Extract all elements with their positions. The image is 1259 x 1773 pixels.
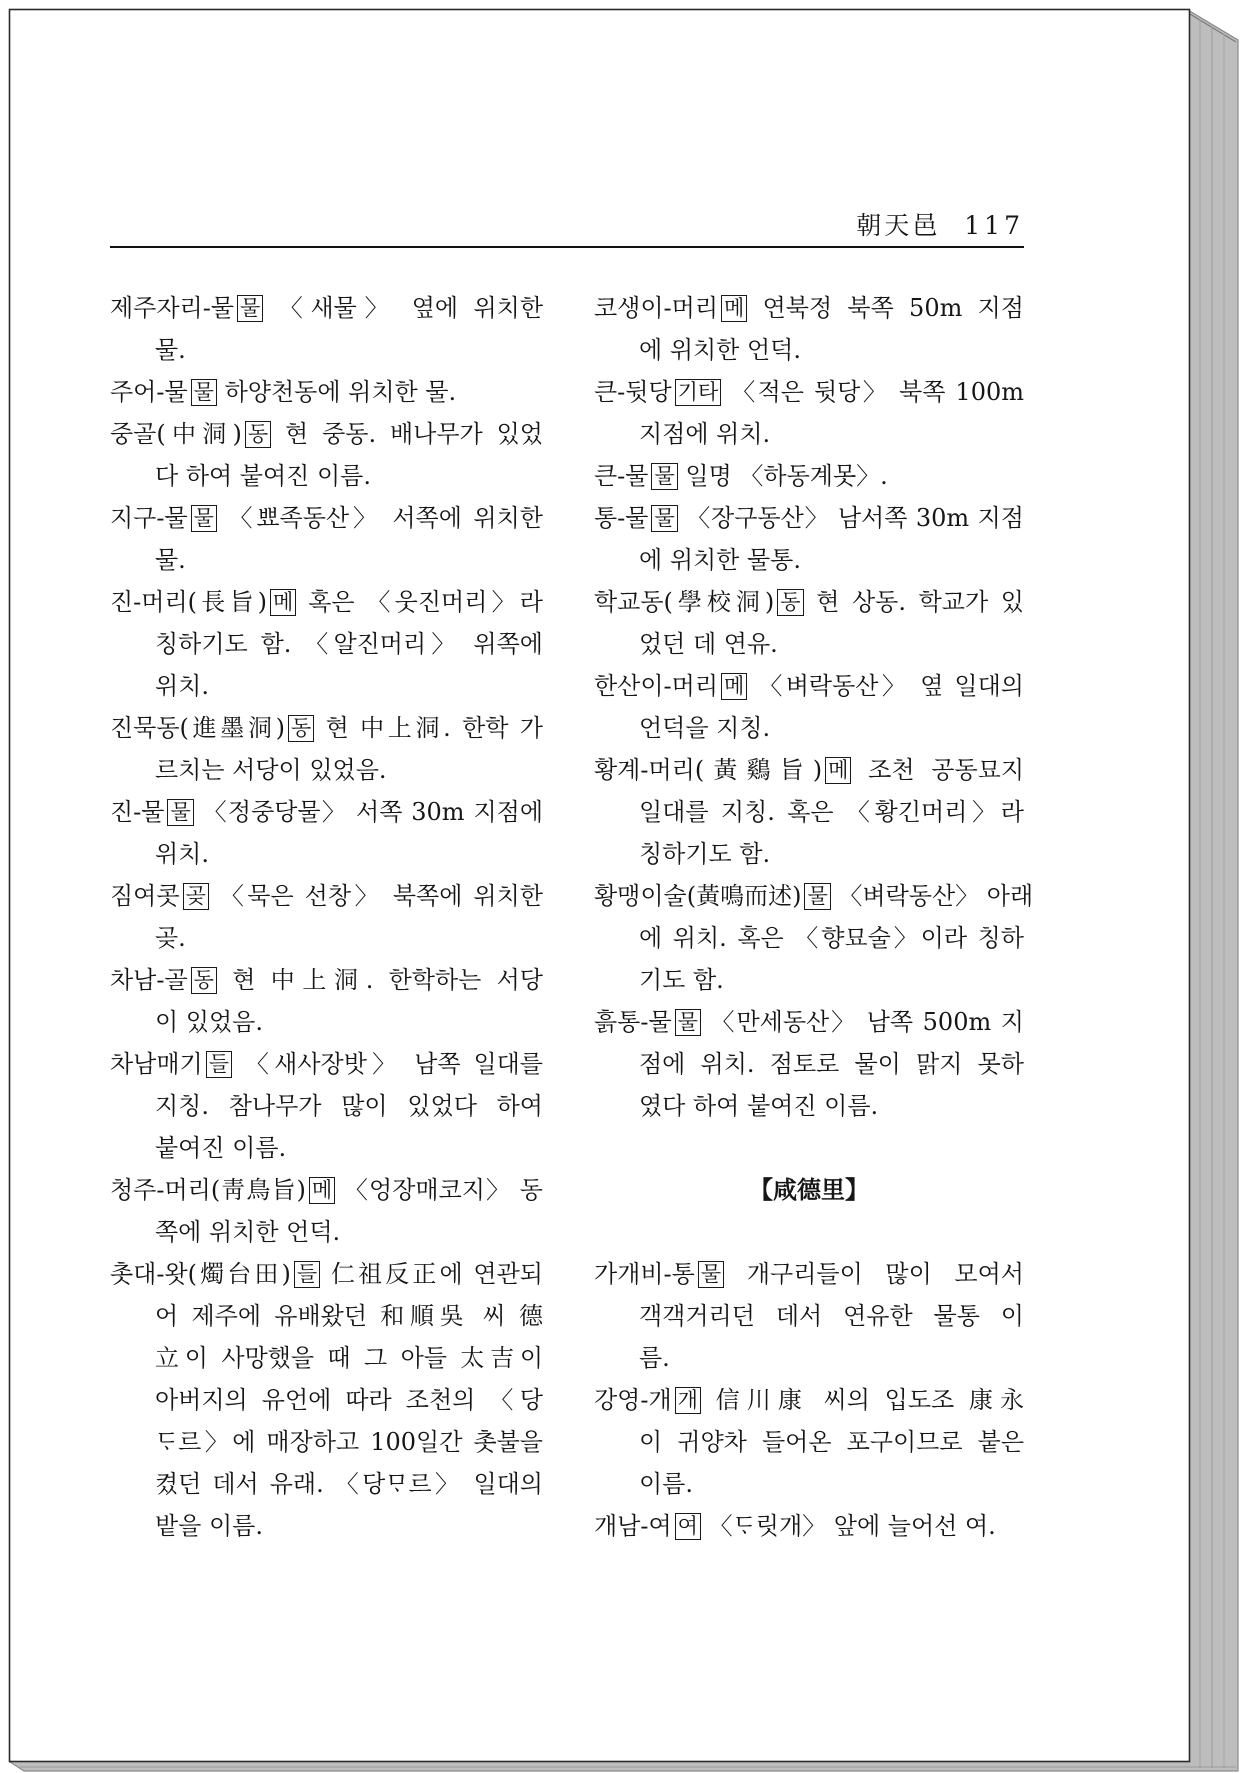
- entry-text: 〈정중당물〉 서쪽 30m 지점에: [202, 798, 543, 826]
- category-tag: 개: [675, 1387, 701, 1414]
- entry-first-line: [594, 749, 1024, 791]
- entry-term: 큰-물: [594, 462, 649, 490]
- right-column-entries: [594, 287, 1034, 1127]
- dictionary-entry: [594, 497, 1024, 581]
- entry-continuation-line: 언덕을 지칭.: [639, 714, 771, 742]
- category-tag: 물: [191, 505, 217, 532]
- entry-first-line: [594, 665, 1024, 707]
- entry-first-line: [594, 371, 1024, 413]
- entry-text: 일명 〈하동계못〉.: [685, 462, 888, 490]
- dictionary-entry: [594, 1001, 1024, 1127]
- entry-continuation-line: 아버지의 유언에 따라 조천의 〈당: [155, 1386, 543, 1414]
- entry-continuation-line: 곶.: [155, 924, 186, 952]
- entry-continuation-line: 물.: [155, 336, 186, 364]
- entry-text: 〈뾰족동산〉 서쪽에 위치한: [228, 504, 543, 532]
- entry-first-line: [110, 1253, 543, 1295]
- left-column: [110, 287, 543, 1547]
- entry-term: 청주-머리(靑鳥旨): [110, 1176, 306, 1204]
- category-tag: 메: [309, 1177, 335, 1204]
- dictionary-entry: [594, 875, 1034, 1001]
- dictionary-entry: [110, 497, 543, 581]
- entry-text: 〈장구동산〉 남서쪽 30m 지점: [686, 504, 1024, 532]
- category-tag: 동: [288, 715, 314, 742]
- category-tag: 물: [237, 295, 263, 322]
- entry-first-line: [110, 1169, 543, 1211]
- entry-text: 현 中上洞. 한학하는 서당: [232, 966, 543, 994]
- category-tag: 여: [675, 1513, 701, 1540]
- entry-continuation-line: 이름.: [639, 1470, 693, 1498]
- dictionary-entry: [594, 665, 1024, 749]
- dictionary-entry: [594, 371, 1024, 455]
- entry-text: 연북정 북쪽 50m 지점: [762, 294, 1024, 322]
- category-tag: 물: [698, 1261, 724, 1288]
- page-number: 117: [964, 211, 1024, 240]
- entry-continuation-line: 점에 위치. 점토로 물이 맑지 못하: [639, 1050, 1024, 1078]
- entry-continuation-line: 다 하여 붙여진 이름.: [155, 462, 371, 490]
- entry-term: 촛대-왓(燭台田): [110, 1260, 291, 1288]
- entry-text: 〈새사장밧〉 남쪽 일대를: [244, 1050, 543, 1078]
- dictionary-entry: [110, 791, 543, 875]
- entry-text: 조천 공동묘지: [868, 756, 1024, 784]
- entry-first-line: [594, 287, 1024, 329]
- entry-continuation-line: 붙여진 이름.: [155, 1134, 287, 1162]
- dictionary-entry: [594, 1379, 1024, 1505]
- entry-first-line: [594, 1379, 1024, 1421]
- category-tag: 메: [270, 589, 296, 616]
- entry-term: 차남매기: [110, 1050, 203, 1078]
- entry-continuation-line: 에 위치한 물통.: [639, 546, 801, 574]
- entry-term: 강영-개: [594, 1386, 672, 1414]
- dictionary-entry: [594, 1253, 1024, 1379]
- section-entries: [594, 1253, 1024, 1547]
- entry-continuation-line: 켰던 데서 유래. 〈당ᄆᆞ르〉 일대의: [155, 1470, 543, 1498]
- blank-line: [594, 1127, 1024, 1169]
- entry-text: 〈ᄃᆞ릿개〉 앞에 늘어선 여.: [708, 1512, 996, 1540]
- entry-text: 〈만세동산〉 남쪽 500m 지: [710, 1008, 1024, 1036]
- entry-text: 현 중동. 배나무가 있었: [285, 420, 543, 448]
- entry-first-line: [110, 707, 543, 749]
- entry-text: 〈벼락동산〉 옆 일대의: [758, 672, 1024, 700]
- category-tag: 들: [294, 1261, 320, 1288]
- entry-term: 진-물: [110, 798, 165, 826]
- category-tag: 메: [825, 757, 851, 784]
- entry-term: 지구-물: [110, 504, 188, 532]
- entry-continuation-line: ᄃᆞ르〉에 매장하고 100일간 촛불을: [155, 1428, 543, 1456]
- header-rule: [110, 246, 1024, 248]
- entry-first-line: [594, 1001, 1024, 1043]
- entry-term: 흙통-물: [594, 1008, 672, 1036]
- category-tag: 메: [721, 295, 747, 322]
- entry-term: 진-머리(長旨): [110, 588, 268, 616]
- entry-term: 황계-머리(黃鷄旨): [594, 756, 823, 784]
- entry-first-line: [594, 455, 1024, 497]
- category-tag: 물: [191, 379, 217, 406]
- dictionary-entry: [110, 581, 543, 707]
- entry-text: 개구리들이 많이 모여서: [746, 1260, 1024, 1288]
- category-tag: 물: [651, 463, 677, 490]
- entry-continuation-line: 지점에 위치.: [639, 420, 771, 448]
- entry-first-line: [110, 1043, 543, 1085]
- entry-first-line: [594, 497, 1024, 539]
- entry-continuation-line: 름.: [639, 1344, 670, 1372]
- entry-first-line: [594, 581, 1024, 623]
- entry-text: 仁祖反正에 연관되: [330, 1260, 543, 1288]
- entry-first-line: [110, 875, 543, 917]
- entry-text: 〈엉장매코지〉 동: [343, 1176, 543, 1204]
- entry-continuation-line: 어 제주에 유배왔던 和順吳 씨 德: [155, 1302, 543, 1330]
- category-tag: 동: [191, 967, 217, 994]
- dictionary-entry: [594, 287, 1024, 371]
- entry-continuation-line: 위치.: [155, 672, 209, 700]
- dictionary-entry: [110, 413, 543, 497]
- entry-term: 차남-골: [110, 966, 188, 994]
- dictionary-entry: [110, 1043, 543, 1169]
- category-tag: 곶: [183, 883, 209, 910]
- entry-continuation-line: 에 위치한 언덕.: [639, 336, 801, 364]
- entry-continuation-line: 위치.: [155, 840, 209, 868]
- entry-continuation-line: 지칭. 참나무가 많이 있었다 하여: [155, 1092, 543, 1120]
- entry-term: 개남-여: [594, 1512, 672, 1540]
- category-tag: 동: [777, 589, 803, 616]
- category-tag: 기타: [675, 379, 722, 406]
- entry-term: 진묵동(進墨洞): [110, 714, 286, 742]
- dictionary-entry: [594, 1505, 1024, 1547]
- dictionary-entry: [110, 875, 543, 959]
- dictionary-entry: [110, 371, 543, 413]
- blank-line: [594, 1211, 1024, 1253]
- entry-text: 信川康 씨의 입도조 康永: [715, 1386, 1024, 1414]
- entry-continuation-line: 이 있었음.: [155, 1008, 263, 1036]
- entry-text: 〈묵은 선창〉 북쪽에 위치한: [219, 882, 543, 910]
- entry-text: 〈적은 뒷당〉 북쪽 100m: [731, 378, 1024, 406]
- entry-term: 황맹이술(黃鳴而述): [594, 882, 802, 910]
- entry-term: 한산이-머리: [594, 672, 719, 700]
- category-tag: 동: [245, 421, 271, 448]
- entry-continuation-line: 르치는 서당이 있었음.: [155, 756, 387, 784]
- dictionary-entry: [594, 455, 1024, 497]
- entry-continuation-line: 이 귀양차 들어온 포구이므로 붙은: [639, 1428, 1024, 1456]
- dictionary-entry: [594, 581, 1024, 665]
- entry-term: 중골(中洞): [110, 420, 242, 448]
- category-tag: 물: [804, 883, 830, 910]
- entry-continuation-line: 칭하기도 함. 〈알진머리〉 위쪽에: [155, 630, 543, 658]
- category-tag: 물: [675, 1009, 701, 1036]
- entry-first-line: [110, 959, 543, 1001]
- entry-continuation-line: 에 위치. 혹은 〈향묘술〉이라 칭하: [639, 924, 1024, 952]
- entry-term: 짐여콧: [110, 882, 180, 910]
- entry-first-line: [110, 581, 543, 623]
- category-tag: 메: [721, 673, 747, 700]
- entry-text: 하양천동에 위치한 물.: [224, 378, 457, 406]
- section-title: 【咸德里】: [749, 1175, 869, 1204]
- entry-first-line: [594, 1505, 1024, 1547]
- entry-first-line: [110, 791, 543, 833]
- entry-continuation-line: 立이 사망했을 때 그 아들 太吉이: [155, 1344, 543, 1372]
- entry-first-line: [110, 413, 543, 455]
- entry-first-line: [594, 875, 1034, 917]
- entry-term: 가개비-통: [594, 1260, 695, 1288]
- entry-continuation-line: 기도 함.: [639, 966, 724, 994]
- dictionary-entry: [110, 959, 543, 1043]
- entry-text: 현 상동. 학교가 있: [816, 588, 1024, 616]
- entry-continuation-line: 일대를 지칭. 혹은 〈황긴머리〉라: [639, 798, 1024, 826]
- entry-continuation-line: 쪽에 위치한 언덕.: [155, 1218, 341, 1246]
- running-title: 朝天邑: [856, 211, 941, 240]
- entry-continuation-line: 객객거리던 데서 연유한 물통 이: [639, 1302, 1024, 1330]
- entry-text: 현 中上洞. 한학 가: [325, 714, 543, 742]
- right-column: [594, 287, 1034, 1547]
- running-head: [110, 208, 1024, 244]
- entry-continuation-line: 였다 하여 붙여진 이름.: [639, 1092, 879, 1120]
- dictionary-entry: [110, 707, 543, 791]
- entry-term: 큰-뒷당: [594, 378, 672, 406]
- entry-text: 〈벼락동산〉 아래: [838, 882, 1034, 910]
- entry-text: 혹은 〈웃진머리〉라: [308, 588, 543, 616]
- entry-term: 통-물: [594, 504, 649, 532]
- entry-term: 제주자리-물: [110, 294, 235, 322]
- entry-continuation-line: 칭하기도 함.: [639, 840, 771, 868]
- dictionary-entry: [110, 1253, 543, 1547]
- entry-first-line: [110, 371, 543, 413]
- category-tag: 들: [206, 1051, 232, 1078]
- dictionary-entry: [594, 749, 1024, 875]
- dictionary-entry: [110, 287, 543, 371]
- entry-text: 〈새물〉 옆에 위치한: [278, 294, 544, 322]
- category-tag: 물: [651, 505, 677, 532]
- entry-first-line: [110, 287, 543, 329]
- category-tag: 물: [167, 799, 193, 826]
- entry-continuation-line: 었던 데 연유.: [639, 630, 778, 658]
- entry-term: 주어-물: [110, 378, 188, 406]
- entry-continuation-line: 물.: [155, 546, 186, 574]
- entry-term: 학교동(學校洞): [594, 588, 775, 616]
- dictionary-entry: [110, 1169, 543, 1253]
- entry-continuation-line: 밭을 이름.: [155, 1512, 263, 1540]
- entry-first-line: [594, 1253, 1024, 1295]
- entry-first-line: [110, 497, 543, 539]
- entry-term: 코생이-머리: [594, 294, 719, 322]
